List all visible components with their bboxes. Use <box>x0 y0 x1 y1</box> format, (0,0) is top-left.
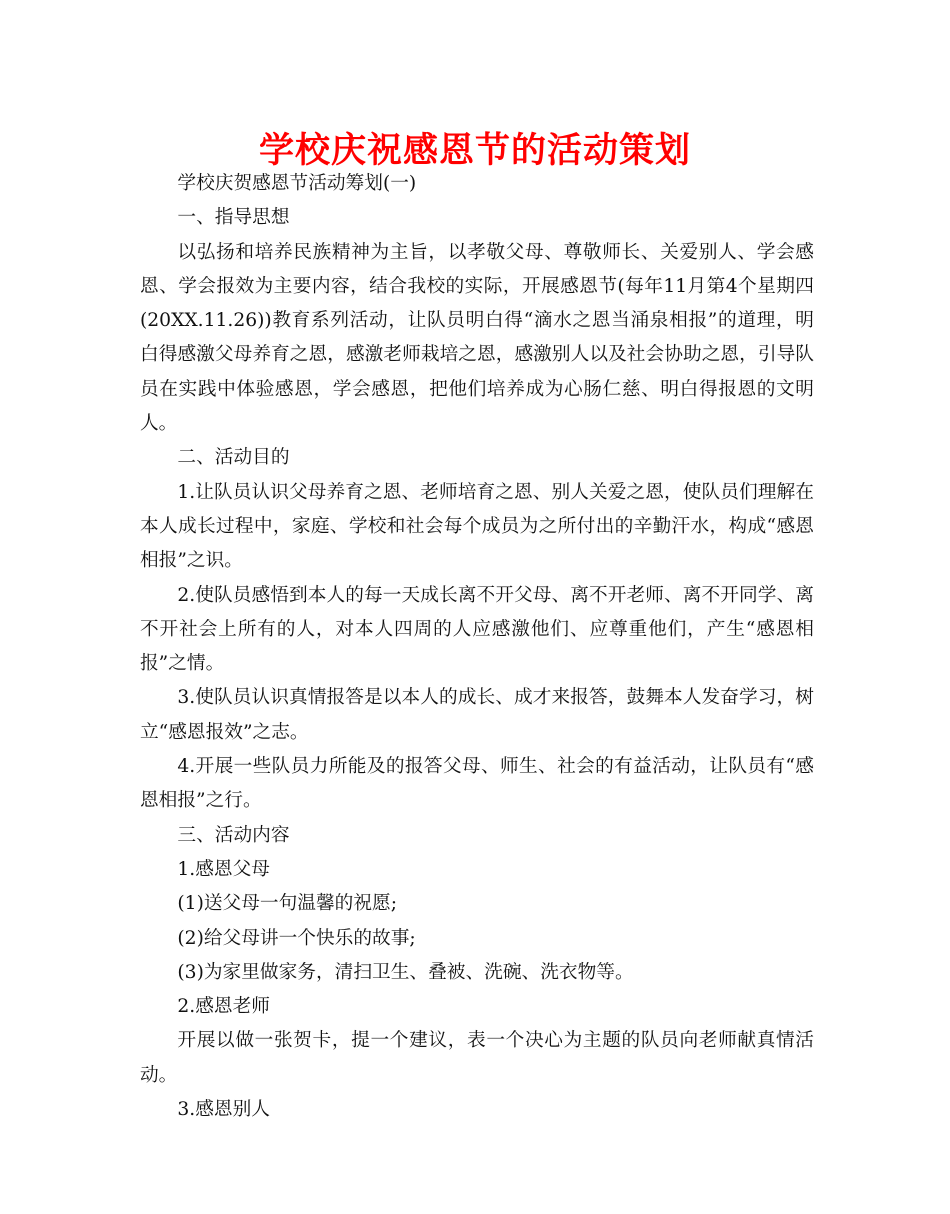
content-item-parents-2: (2)给父母讲一个快乐的故事; <box>177 927 416 949</box>
content-heading-thank-parents: 1.感恩父母 <box>177 858 270 880</box>
section-heading-guiding-ideology: 一、指导思想 <box>177 207 290 229</box>
content-heading-thank-others: 3.感恩别人 <box>177 1099 270 1121</box>
purpose-item-1: 1.让队员认识父母养育之恩、老师培育之恩、别人关爱之恩，使队员们理解在本人成长过程中，家庭、学校和社会每个成员为之所付出的辛勤汗水，构成“感恩相报”之识。 <box>140 481 814 572</box>
guiding-ideology-paragraph: 以弘扬和培养民族精神为主旨，以孝敬父母、尊敬师长、关爱别人、学会感恩、学会报效为主要内容，结合我校的实际，开展感恩节(每年11月第4个星期四(20XX.11.26))教育系列活动，让队员明白得“滴水之恩当涌泉相报”的道理，明白得感激父母养育之恩，感激老师栽培之恩，感激别人以及社会协助之恩，引导队员在实践中体验感恩，学会感恩，把他们培养成为心肠仁慈、明白得报恩的文明人。 <box>140 241 814 435</box>
purpose-item-3: 3.使队员认识真情报答是以本人的成长、成才来报答，鼓舞本人发奋学习，树立“感恩报效”之志。 <box>140 687 814 743</box>
document-body <box>140 167 814 1127</box>
content-item-parents-3: (3)为家里做家务，清扫卫生、叠被、洗碗、洗衣物等。 <box>177 961 634 983</box>
purpose-item-2: 2.使队员感悟到本人的每一天成长离不开父母、离不开老师、离不开同学、离不开社会上所有的人，对本人四周的人应感激他们、应尊重他们，产生“感恩相报”之情。 <box>140 584 814 675</box>
content-heading-thank-teachers: 2.感恩老师 <box>177 996 270 1018</box>
document-title: 学校庆祝感恩节的活动策划 <box>258 131 691 171</box>
content-item-parents-1: (1)送父母一句温馨的祝愿; <box>177 893 398 915</box>
subtitle-paragraph: 学校庆贺感恩节活动筹划(一) <box>177 173 417 194</box>
section-heading-activity-content: 三、活动内容 <box>177 824 290 846</box>
purpose-item-4: 4.开展一些队员力所能及的报答父母、师生、社会的有益活动，让队员有“感恩相报”之行。 <box>140 756 814 812</box>
content-item-teachers: 开展以做一张贺卡，提一个建议，表一个决心为主题的队员向老师献真情活动。 <box>140 1030 814 1086</box>
section-heading-activity-purpose: 二、活动目的 <box>177 447 290 469</box>
